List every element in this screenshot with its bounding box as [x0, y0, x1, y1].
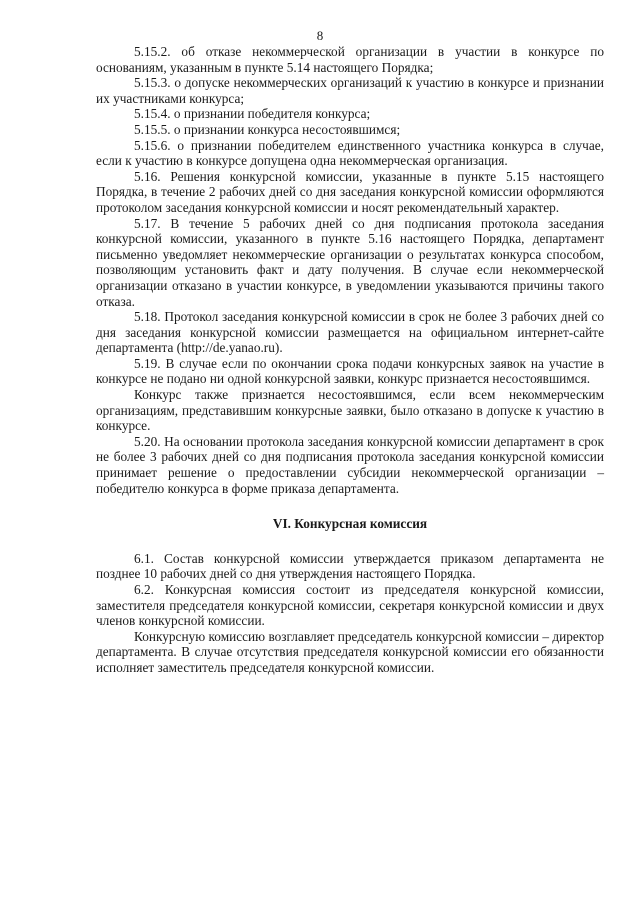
paragraph-5-15-6: 5.15.6. о признании победителем единственного участника конкурса в случае, если к участию в конкурсе допущена одна некоммерческая организация. [96, 137, 604, 169]
paragraph-5-15-2: 5.15.2. об отказе некоммерческой организации в участии в конкурсе по основаниям, указанным в пункте 5.14 настоящего Порядка; [96, 44, 604, 75]
paragraph-6-1: 6.1. Состав конкурсной комиссии утверждается приказом департамента не позднее 10 рабочих дней со дня утверждения настоящего Порядка. [96, 550, 604, 582]
paragraph-5-15-3: 5.15.3. о допуске некоммерческих организаций к участию в конкурсе и признании их участниками конкурса; [96, 75, 604, 106]
document-body [96, 44, 604, 676]
section-heading: VI. Конкурсная комиссия [272, 516, 428, 532]
paragraph-6-2-continued: Конкурсную комиссию возглавляет председатель конкурсной комиссии – директор департамента. В случае отсутствия председателя конкурсной комиссии его обязанности исполняет заместитель председателя конкурсной комиссии. [96, 628, 604, 675]
paragraph-5-15-4: 5.15.4. о признании победителя конкурса; [134, 106, 371, 122]
paragraph-5-15-5: 5.15.5. о признании конкурса несостоявшимся; [134, 121, 401, 137]
paragraph-5-19-continued: Конкурс также признается несостоявшимся, если всем некоммерческим организациям, представившим конкурсные заявки, было отказано в допуске к участию в конкурсе. [96, 387, 604, 434]
paragraph-5-19: 5.19. В случае если по окончании срока подачи конкурсных заявок на участие в конкурсе не подано ни одной конкурсной заявки, конкурс признается несостоявшимся. [96, 355, 604, 387]
paragraph-5-18: 5.18. Протокол заседания конкурсной комиссии в срок не более 3 рабочих дней со дня заседания конкурсной комиссии размещается на официальном интернет-сайте департамента (http://de.yanao.ru). [96, 309, 604, 356]
paragraph-6-2: 6.2. Конкурсная комиссия состоит из председателя конкурсной комиссии, заместителя председателя конкурсной комиссии, секретаря конкурсной комиссии и двух членов конкурсной комиссии. [96, 582, 604, 629]
paragraph-5-16: 5.16. Решения конкурсной комиссии, указанные в пункте 5.15 настоящего Порядка, в течение 2 рабочих дней со дня заседания конкурсной комиссии оформляются протоколом заседания конкурсной комиссии и носят рекомендательный характер. [96, 168, 604, 215]
paragraph-5-20: 5.20. На основании протокола заседания конкурсной комиссии департамент в срок не более 3 рабочих дней со дня подписания протокола заседания конкурсной комиссии принимает решение о предоставлении субсидии некоммерческой организации – победителю конкурса в форме приказа департамента. [96, 433, 604, 496]
page-number: 8 [316, 28, 324, 43]
paragraph-5-17: 5.17. В течение 5 рабочих дней со дня подписания протокола заседания конкурсной комиссии, указанного в пункте 5.16 настоящего Порядка, департамент письменно уведомляет некоммерческие организации о результатах конкурса способом, позволяющим установить факт и дату получения. В случае если некоммерческой организации отказано в участии конкурсе, в уведомлении указываются причины такого отказа. [96, 215, 604, 309]
